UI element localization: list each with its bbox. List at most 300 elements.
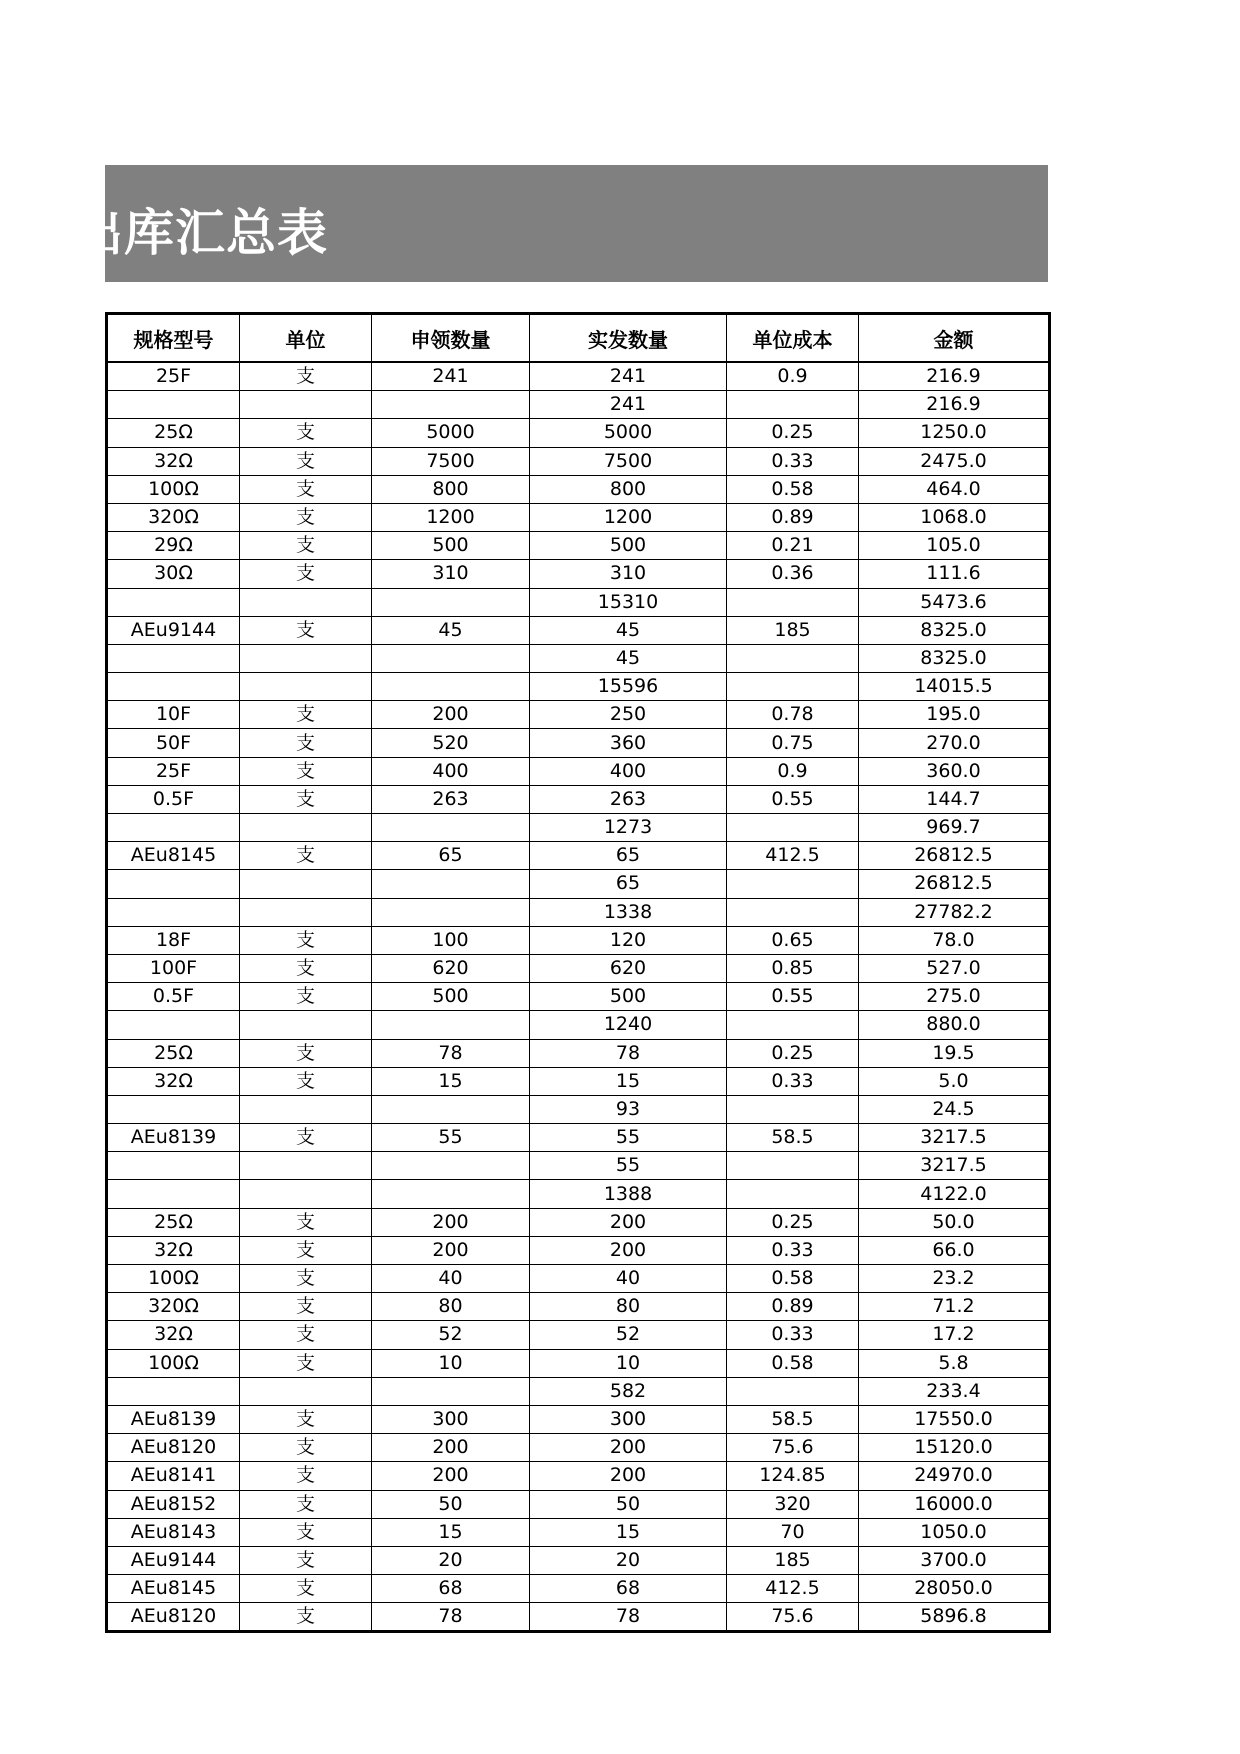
table-row (107, 983, 1050, 1011)
cell-issued-qty: 1338 (530, 898, 727, 926)
cell-issued-qty: 45 (530, 616, 727, 644)
cell-unit (240, 898, 372, 926)
cell-spec: 25Ω (107, 419, 240, 447)
cell-issued-qty: 78 (530, 1603, 727, 1632)
cell-unit (240, 1095, 372, 1123)
cell-spec (107, 673, 240, 701)
cell-spec: 0.5F (107, 785, 240, 813)
cell-amount: 14015.5 (859, 673, 1050, 701)
cell-requested-qty (372, 673, 530, 701)
table-row (107, 1405, 1050, 1433)
cell-unit: 支 (240, 1462, 372, 1490)
table-row (107, 447, 1050, 475)
cell-unit: 支 (240, 757, 372, 785)
cell-amount: 78.0 (859, 926, 1050, 954)
cell-issued-qty: 55 (530, 1152, 727, 1180)
cell-amount: 144.7 (859, 785, 1050, 813)
title-banner (73, 165, 1048, 282)
cell-requested-qty (372, 588, 530, 616)
cell-issued-qty: 582 (530, 1377, 727, 1405)
table-row (107, 560, 1050, 588)
cell-requested-qty: 500 (372, 983, 530, 1011)
cell-unit-cost: 0.58 (727, 1265, 859, 1293)
cell-amount: 27782.2 (859, 898, 1050, 926)
cell-unit: 支 (240, 701, 372, 729)
cell-requested-qty (372, 1377, 530, 1405)
cell-unit: 支 (240, 475, 372, 503)
cell-issued-qty: 1240 (530, 1011, 727, 1039)
cell-amount: 5473.6 (859, 588, 1050, 616)
cell-amount: 19.5 (859, 1039, 1050, 1067)
cell-requested-qty: 310 (372, 560, 530, 588)
cell-unit-cost: 0.33 (727, 447, 859, 475)
cell-unit: 支 (240, 1575, 372, 1603)
cell-spec (107, 644, 240, 672)
cell-requested-qty: 40 (372, 1265, 530, 1293)
cell-issued-qty: 1388 (530, 1180, 727, 1208)
table-row (107, 1039, 1050, 1067)
table-row (107, 1603, 1050, 1632)
cell-requested-qty: 20 (372, 1546, 530, 1574)
cell-requested-qty: 80 (372, 1293, 530, 1321)
cell-issued-qty: 10 (530, 1349, 727, 1377)
cell-amount: 5896.8 (859, 1603, 1050, 1632)
table-row (107, 870, 1050, 898)
cell-unit: 支 (240, 1603, 372, 1632)
cell-spec: AEu9144 (107, 616, 240, 644)
cell-amount: 8325.0 (859, 644, 1050, 672)
cell-spec: 100F (107, 954, 240, 982)
cell-unit-cost: 0.25 (727, 1208, 859, 1236)
cell-issued-qty: 65 (530, 870, 727, 898)
cell-issued-qty: 200 (530, 1236, 727, 1264)
table-row (107, 532, 1050, 560)
cell-spec: AEu8141 (107, 1462, 240, 1490)
cell-requested-qty: 620 (372, 954, 530, 982)
cell-unit-cost (727, 870, 859, 898)
cell-spec: AEu8145 (107, 1575, 240, 1603)
cell-amount: 270.0 (859, 729, 1050, 757)
column-header-unit: 单位 (240, 314, 372, 363)
cell-unit-cost: 0.33 (727, 1321, 859, 1349)
cell-spec (107, 898, 240, 926)
cell-amount: 2475.0 (859, 447, 1050, 475)
cell-issued-qty: 80 (530, 1293, 727, 1321)
cell-unit-cost (727, 673, 859, 701)
cell-unit: 支 (240, 503, 372, 531)
table-row (107, 1095, 1050, 1123)
cell-issued-qty: 241 (530, 362, 727, 391)
cell-unit (240, 1011, 372, 1039)
cell-unit: 支 (240, 1405, 372, 1433)
cell-requested-qty: 45 (372, 616, 530, 644)
cell-amount: 216.9 (859, 391, 1050, 419)
table-row (107, 729, 1050, 757)
cell-amount: 360.0 (859, 757, 1050, 785)
table-row (107, 898, 1050, 926)
cell-requested-qty (372, 1152, 530, 1180)
cell-spec: 18F (107, 926, 240, 954)
cell-requested-qty: 200 (372, 1236, 530, 1264)
cell-requested-qty (372, 898, 530, 926)
column-header-unit-cost: 单位成本 (727, 314, 859, 363)
cell-unit: 支 (240, 362, 372, 391)
cell-issued-qty: 20 (530, 1546, 727, 1574)
cell-unit-cost: 0.89 (727, 1293, 859, 1321)
cell-requested-qty (372, 644, 530, 672)
cell-requested-qty: 800 (372, 475, 530, 503)
column-header-issued-qty: 实发数量 (530, 314, 727, 363)
table-row (107, 644, 1050, 672)
cell-unit-cost: 185 (727, 616, 859, 644)
cell-amount: 50.0 (859, 1208, 1050, 1236)
cell-unit-cost: 75.6 (727, 1603, 859, 1632)
cell-issued-qty: 200 (530, 1208, 727, 1236)
cell-unit-cost: 0.65 (727, 926, 859, 954)
cell-spec (107, 1152, 240, 1180)
cell-issued-qty: 65 (530, 842, 727, 870)
cell-spec (107, 391, 240, 419)
cell-requested-qty: 7500 (372, 447, 530, 475)
cell-unit-cost: 0.33 (727, 1067, 859, 1095)
cell-issued-qty: 15596 (530, 673, 727, 701)
column-header-spec: 规格型号 (107, 314, 240, 363)
cell-amount: 66.0 (859, 1236, 1050, 1264)
cell-requested-qty: 68 (372, 1575, 530, 1603)
cell-requested-qty: 200 (372, 1434, 530, 1462)
cell-issued-qty: 200 (530, 1434, 727, 1462)
cell-requested-qty: 200 (372, 1462, 530, 1490)
cell-unit: 支 (240, 419, 372, 447)
cell-unit-cost: 58.5 (727, 1405, 859, 1433)
cell-amount: 233.4 (859, 1377, 1050, 1405)
cell-requested-qty: 10 (372, 1349, 530, 1377)
cell-amount: 23.2 (859, 1265, 1050, 1293)
cell-unit: 支 (240, 954, 372, 982)
cell-issued-qty: 40 (530, 1265, 727, 1293)
cell-unit (240, 391, 372, 419)
cell-requested-qty: 78 (372, 1039, 530, 1067)
table-row (107, 1546, 1050, 1574)
cell-issued-qty: 200 (530, 1462, 727, 1490)
cell-unit (240, 644, 372, 672)
cell-unit: 支 (240, 1124, 372, 1152)
cell-spec: 10F (107, 701, 240, 729)
cell-unit-cost: 124.85 (727, 1462, 859, 1490)
cell-unit (240, 1180, 372, 1208)
cell-unit: 支 (240, 1265, 372, 1293)
cell-unit: 支 (240, 785, 372, 813)
cell-unit: 支 (240, 1434, 372, 1462)
cell-spec: 32Ω (107, 1236, 240, 1264)
cell-requested-qty: 200 (372, 1208, 530, 1236)
cell-amount: 15120.0 (859, 1434, 1050, 1462)
table-row (107, 1321, 1050, 1349)
cell-issued-qty: 500 (530, 532, 727, 560)
cell-issued-qty: 55 (530, 1124, 727, 1152)
table-row (107, 1377, 1050, 1405)
cell-issued-qty: 400 (530, 757, 727, 785)
cell-unit-cost: 75.6 (727, 1434, 859, 1462)
cell-amount: 5.8 (859, 1349, 1050, 1377)
cell-spec: 25Ω (107, 1208, 240, 1236)
page-title: 出库汇总表 (73, 204, 328, 262)
cell-unit: 支 (240, 729, 372, 757)
cell-spec: AEu8139 (107, 1405, 240, 1433)
cell-unit-cost (727, 588, 859, 616)
summary-table (105, 312, 1051, 1633)
cell-unit-cost: 320 (727, 1490, 859, 1518)
cell-issued-qty: 78 (530, 1039, 727, 1067)
cell-amount: 195.0 (859, 701, 1050, 729)
cell-unit (240, 870, 372, 898)
cell-spec: AEu8152 (107, 1490, 240, 1518)
cell-spec: 32Ω (107, 1321, 240, 1349)
table-row (107, 419, 1050, 447)
cell-requested-qty: 520 (372, 729, 530, 757)
table-row (107, 954, 1050, 982)
cell-unit-cost (727, 898, 859, 926)
cell-requested-qty: 5000 (372, 419, 530, 447)
cell-unit-cost: 185 (727, 1546, 859, 1574)
cell-issued-qty: 620 (530, 954, 727, 982)
cell-unit-cost: 0.36 (727, 560, 859, 588)
column-header-amount: 金额 (859, 314, 1050, 363)
cell-spec: 50F (107, 729, 240, 757)
cell-requested-qty (372, 870, 530, 898)
table-row (107, 1236, 1050, 1264)
cell-unit-cost: 0.55 (727, 983, 859, 1011)
cell-amount: 28050.0 (859, 1575, 1050, 1603)
cell-amount: 16000.0 (859, 1490, 1050, 1518)
cell-spec (107, 1095, 240, 1123)
cell-requested-qty (372, 1180, 530, 1208)
cell-amount: 24.5 (859, 1095, 1050, 1123)
cell-spec: 320Ω (107, 503, 240, 531)
cell-unit-cost: 0.55 (727, 785, 859, 813)
table-row (107, 362, 1050, 391)
cell-requested-qty: 1200 (372, 503, 530, 531)
cell-unit: 支 (240, 1293, 372, 1321)
cell-issued-qty: 241 (530, 391, 727, 419)
cell-unit-cost (727, 1152, 859, 1180)
cell-issued-qty: 310 (530, 560, 727, 588)
cell-unit: 支 (240, 532, 372, 560)
header-row (107, 314, 1050, 363)
cell-unit-cost: 0.58 (727, 475, 859, 503)
cell-unit: 支 (240, 842, 372, 870)
cell-unit: 支 (240, 1236, 372, 1264)
cell-issued-qty: 263 (530, 785, 727, 813)
cell-requested-qty: 65 (372, 842, 530, 870)
cell-amount: 5.0 (859, 1067, 1050, 1095)
cell-unit-cost (727, 1180, 859, 1208)
cell-amount: 71.2 (859, 1293, 1050, 1321)
table-row (107, 1180, 1050, 1208)
cell-spec: 0.5F (107, 983, 240, 1011)
cell-unit-cost (727, 391, 859, 419)
cell-unit (240, 588, 372, 616)
cell-requested-qty: 78 (372, 1603, 530, 1632)
cell-issued-qty: 1273 (530, 814, 727, 842)
cell-requested-qty: 400 (372, 757, 530, 785)
table-row (107, 1293, 1050, 1321)
cell-unit-cost: 0.89 (727, 503, 859, 531)
cell-unit: 支 (240, 1546, 372, 1574)
cell-amount: 1250.0 (859, 419, 1050, 447)
cell-amount: 17550.0 (859, 1405, 1050, 1433)
cell-unit-cost: 0.21 (727, 532, 859, 560)
table-row (107, 1011, 1050, 1039)
cell-unit-cost: 0.85 (727, 954, 859, 982)
cell-unit-cost: 70 (727, 1518, 859, 1546)
cell-unit-cost: 0.58 (727, 1349, 859, 1377)
cell-requested-qty (372, 1095, 530, 1123)
table-row (107, 1462, 1050, 1490)
cell-amount: 8325.0 (859, 616, 1050, 644)
cell-amount: 216.9 (859, 362, 1050, 391)
cell-amount: 464.0 (859, 475, 1050, 503)
cell-unit: 支 (240, 983, 372, 1011)
table-row (107, 785, 1050, 813)
cell-spec: 25F (107, 757, 240, 785)
cell-spec: 100Ω (107, 1265, 240, 1293)
cell-spec: 320Ω (107, 1293, 240, 1321)
table-row (107, 757, 1050, 785)
cell-requested-qty: 500 (372, 532, 530, 560)
cell-amount: 111.6 (859, 560, 1050, 588)
cell-unit-cost: 58.5 (727, 1124, 859, 1152)
cell-unit-cost: 0.33 (727, 1236, 859, 1264)
cell-unit-cost (727, 814, 859, 842)
cell-spec: 30Ω (107, 560, 240, 588)
cell-spec: 25F (107, 362, 240, 391)
cell-issued-qty: 300 (530, 1405, 727, 1433)
cell-unit-cost: 412.5 (727, 842, 859, 870)
table-row (107, 503, 1050, 531)
table-row (107, 391, 1050, 419)
cell-spec: AEu8143 (107, 1518, 240, 1546)
cell-requested-qty: 50 (372, 1490, 530, 1518)
cell-spec: AEu8120 (107, 1603, 240, 1632)
cell-spec: 100Ω (107, 1349, 240, 1377)
cell-spec: 25Ω (107, 1039, 240, 1067)
table-row (107, 1490, 1050, 1518)
cell-unit: 支 (240, 1349, 372, 1377)
cell-unit-cost: 0.9 (727, 757, 859, 785)
table-row (107, 1067, 1050, 1095)
cell-amount: 26812.5 (859, 842, 1050, 870)
cell-amount: 105.0 (859, 532, 1050, 560)
table-row (107, 588, 1050, 616)
cell-requested-qty (372, 814, 530, 842)
cell-unit-cost (727, 644, 859, 672)
cell-unit: 支 (240, 1518, 372, 1546)
cell-spec: AEu9144 (107, 1546, 240, 1574)
cell-issued-qty: 250 (530, 701, 727, 729)
cell-unit-cost: 0.25 (727, 419, 859, 447)
table-row (107, 1434, 1050, 1462)
cell-amount: 275.0 (859, 983, 1050, 1011)
cell-amount: 26812.5 (859, 870, 1050, 898)
cell-spec (107, 870, 240, 898)
table-row (107, 814, 1050, 842)
cell-issued-qty: 1200 (530, 503, 727, 531)
cell-spec: 32Ω (107, 1067, 240, 1095)
cell-spec (107, 814, 240, 842)
table-row (107, 1208, 1050, 1236)
cell-requested-qty: 100 (372, 926, 530, 954)
table-row (107, 1349, 1050, 1377)
cell-amount: 17.2 (859, 1321, 1050, 1349)
cell-unit-cost (727, 1011, 859, 1039)
cell-amount: 880.0 (859, 1011, 1050, 1039)
cell-requested-qty (372, 391, 530, 419)
cell-requested-qty: 263 (372, 785, 530, 813)
cell-unit (240, 1152, 372, 1180)
cell-unit-cost (727, 1095, 859, 1123)
table-row (107, 1265, 1050, 1293)
cell-requested-qty: 200 (372, 701, 530, 729)
cell-issued-qty: 15 (530, 1518, 727, 1546)
table-row (107, 926, 1050, 954)
cell-requested-qty: 15 (372, 1518, 530, 1546)
cell-spec: AEu8145 (107, 842, 240, 870)
cell-spec (107, 1180, 240, 1208)
cell-unit: 支 (240, 1321, 372, 1349)
cell-unit: 支 (240, 447, 372, 475)
cell-spec (107, 588, 240, 616)
table-row (107, 1124, 1050, 1152)
cell-amount: 4122.0 (859, 1180, 1050, 1208)
cell-amount: 1068.0 (859, 503, 1050, 531)
cell-issued-qty: 15310 (530, 588, 727, 616)
cell-amount: 969.7 (859, 814, 1050, 842)
cell-unit-cost: 0.25 (727, 1039, 859, 1067)
cell-issued-qty: 800 (530, 475, 727, 503)
cell-spec: 100Ω (107, 475, 240, 503)
cell-requested-qty: 241 (372, 362, 530, 391)
cell-unit: 支 (240, 1208, 372, 1236)
cell-issued-qty: 93 (530, 1095, 727, 1123)
cell-requested-qty: 15 (372, 1067, 530, 1095)
table-row (107, 842, 1050, 870)
cell-spec: AEu8120 (107, 1434, 240, 1462)
cell-amount: 527.0 (859, 954, 1050, 982)
cell-unit: 支 (240, 1490, 372, 1518)
column-header-requested-qty: 申领数量 (372, 314, 530, 363)
cell-spec: AEu8139 (107, 1124, 240, 1152)
cell-unit-cost (727, 1377, 859, 1405)
cell-issued-qty: 52 (530, 1321, 727, 1349)
cell-unit-cost: 412.5 (727, 1575, 859, 1603)
cell-amount: 3700.0 (859, 1546, 1050, 1574)
table-row (107, 1152, 1050, 1180)
cell-unit: 支 (240, 926, 372, 954)
cell-unit: 支 (240, 560, 372, 588)
cell-requested-qty: 300 (372, 1405, 530, 1433)
cell-issued-qty: 120 (530, 926, 727, 954)
cell-unit-cost: 0.9 (727, 362, 859, 391)
cell-issued-qty: 45 (530, 644, 727, 672)
cell-unit: 支 (240, 616, 372, 644)
cell-issued-qty: 50 (530, 1490, 727, 1518)
cell-issued-qty: 500 (530, 983, 727, 1011)
cell-unit (240, 814, 372, 842)
cell-unit (240, 673, 372, 701)
cell-amount: 24970.0 (859, 1462, 1050, 1490)
cell-issued-qty: 5000 (530, 419, 727, 447)
